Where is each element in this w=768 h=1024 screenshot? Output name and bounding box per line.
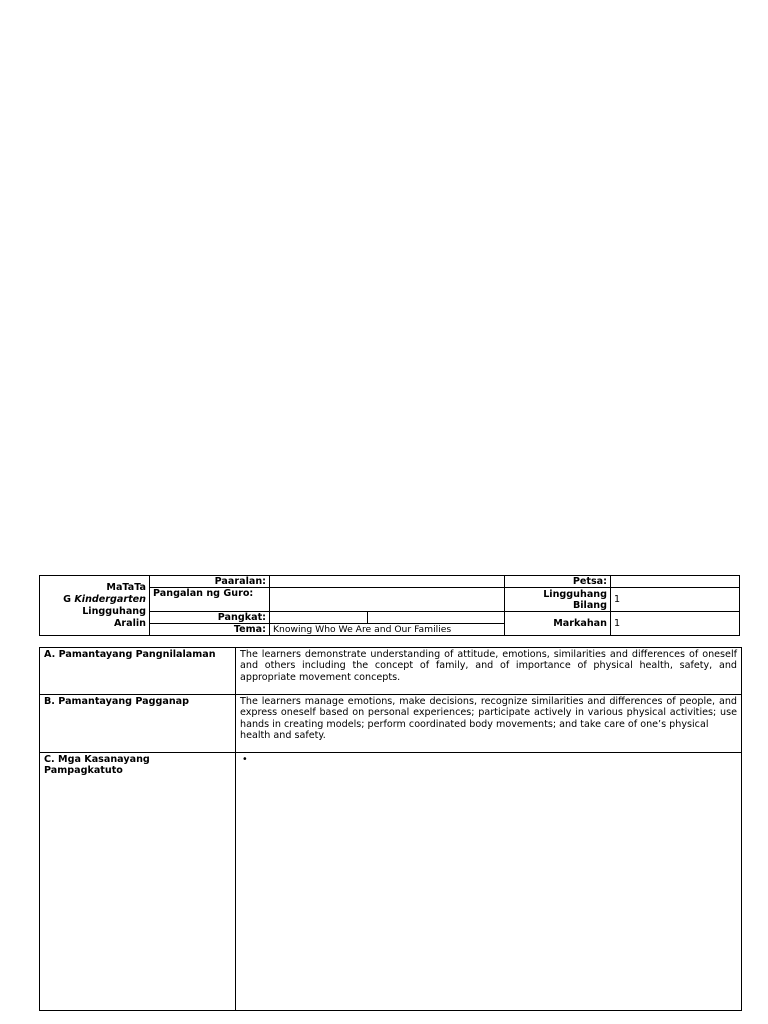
performance-standard-paragraph: The learners manage emotions, make decisions, recognize similarities and differences of people, and express oneself based on personal experiences; participate actively in various physical activities; use hands in creating models; perform coordinated body movements; and take care of one’s physical	[240, 696, 737, 730]
lesson-standards-table	[39, 647, 742, 1011]
teacher-value	[270, 588, 505, 612]
quarter-value: 1	[611, 612, 740, 636]
performance-standard-last-line: health and safety.	[240, 729, 326, 741]
date-value	[611, 576, 740, 588]
week-value: 1	[611, 588, 740, 612]
section-value	[270, 612, 368, 624]
school-label: Paaralan:	[150, 576, 270, 588]
quarter-label: Markahan	[505, 612, 611, 636]
theme-label: Tema:	[150, 624, 270, 636]
content-standard-label: A. Pamantayang Pangnilalaman	[40, 648, 236, 695]
school-value	[270, 576, 505, 588]
performance-standard-text	[236, 695, 742, 753]
performance-standard-label: B. Pamantayang Pagganap	[40, 695, 236, 753]
section-value-extra	[368, 612, 505, 624]
bullet-point: •	[242, 754, 248, 765]
teacher-label: Pangalan ng Guro:	[150, 588, 270, 612]
competencies-content	[236, 753, 742, 1011]
lesson-plan-title: MaTaTa G Kindergarten Lingguhang Aralin	[40, 576, 150, 636]
lesson-header-table	[39, 575, 740, 636]
date-label: Petsa:	[505, 576, 611, 588]
theme-value: Knowing Who We Are and Our Families	[270, 624, 505, 636]
competencies-label: C. Mga Kasanayang Pampagkatuto	[40, 753, 236, 1011]
section-label: Pangkat:	[150, 612, 270, 624]
week-label: Lingguhang Bilang	[505, 588, 611, 612]
content-standard-text: The learners demonstrate understanding of attitude, emotions, similarities and differences of oneself and others including the concept of family, and of importance of physical health, safety, and appropriate movement concepts.	[236, 648, 742, 695]
